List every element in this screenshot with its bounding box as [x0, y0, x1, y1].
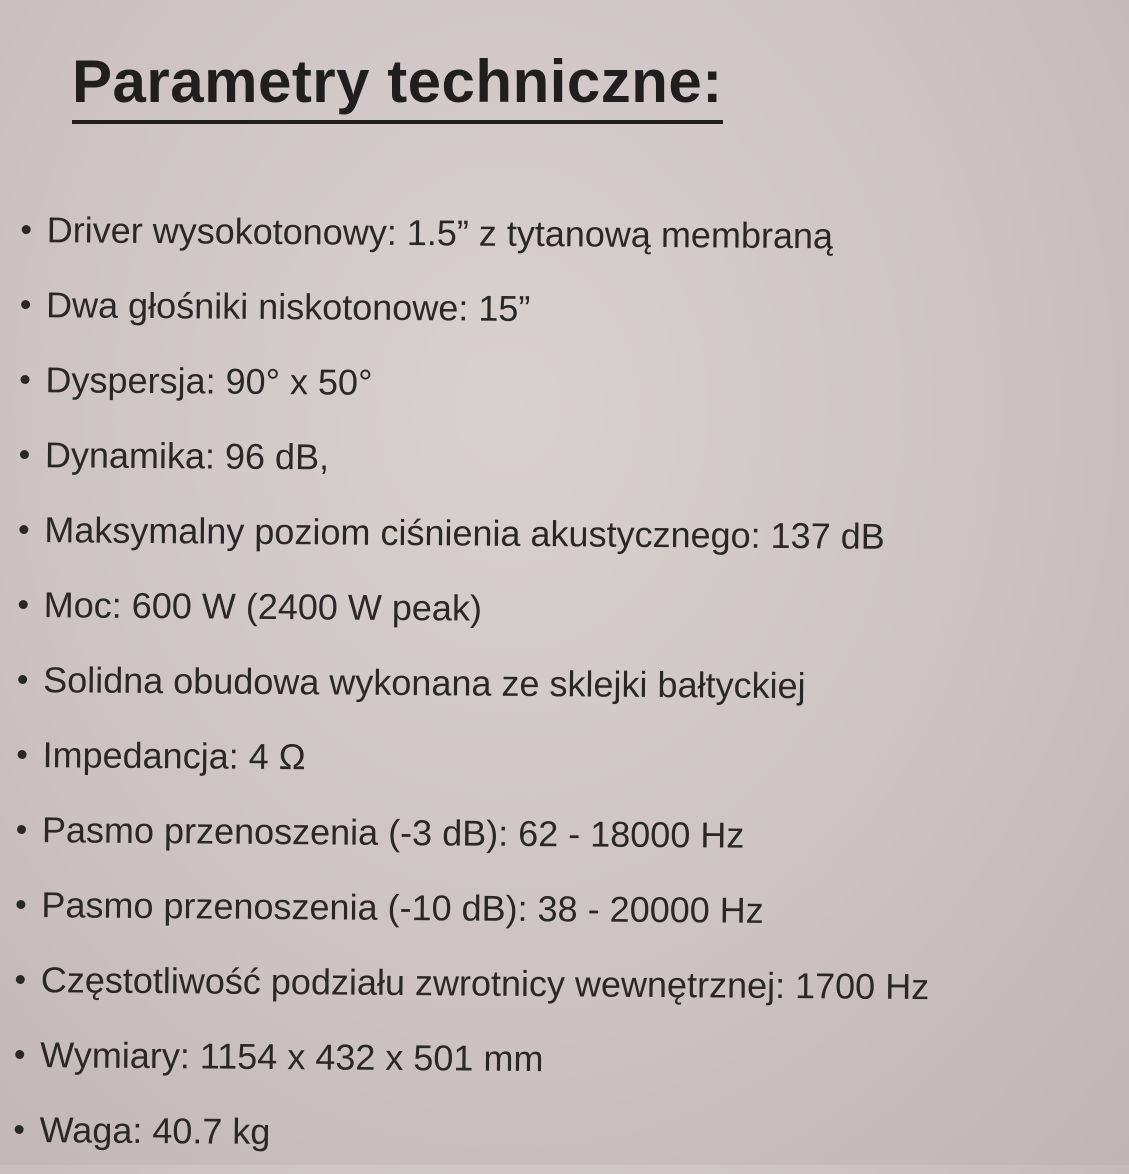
spec-text: Maksymalny poziom ciśnienia akustycznego: 137 dB [44, 509, 885, 557]
spec-item-frequency-response-10db [16, 867, 930, 949]
page-title: Parametry techniczne: [72, 46, 723, 124]
spec-item-max-spl [19, 492, 933, 574]
spec-text: Moc: 600 W (2400 W peak) [43, 584, 483, 629]
bullet-icon [21, 300, 30, 309]
spec-item-crossover [16, 942, 930, 1024]
bullet-icon [22, 225, 31, 234]
spec-text: Driver wysokotonowy: 1.5” z tytanową membraną [46, 209, 834, 257]
bullet-icon [18, 750, 27, 759]
spec-text: Dynamika: 96 dB, [44, 434, 330, 478]
bullet-icon [15, 1125, 24, 1134]
bullet-icon [17, 825, 26, 834]
spec-item-dimensions [15, 1017, 929, 1099]
spec-item-impedance [17, 717, 931, 799]
bullet-icon [15, 1050, 24, 1059]
bullet-icon [20, 375, 29, 384]
spec-item-dispersion [20, 342, 934, 424]
bullet-icon [20, 450, 29, 459]
spec-text: Solidna obudowa wykonana ze sklejki bałtyckiej [43, 659, 806, 707]
spec-text: Dyspersja: 90° x 50° [45, 359, 373, 403]
spec-item-tweeter [21, 192, 935, 274]
bullet-icon [19, 525, 28, 534]
spec-item-power [18, 567, 932, 649]
spec-text: Pasmo przenoszenia (-10 dB): 38 - 20000 Hz [41, 884, 764, 931]
bullet-icon [19, 600, 28, 609]
bullet-icon [18, 675, 27, 684]
spec-text: Pasmo przenoszenia (-3 dB): 62 - 18000 Hz [41, 809, 745, 856]
spec-item-woofers [21, 267, 935, 349]
spec-text: Waga: 40.7 kg [39, 1109, 271, 1152]
spec-list [14, 192, 935, 1174]
spec-item-weight [14, 1092, 928, 1174]
bullet-icon [16, 975, 25, 984]
spec-item-frequency-response-3db [17, 792, 931, 874]
spec-item-sensitivity [20, 417, 934, 499]
spec-text: Impedancja: 4 Ω [42, 734, 306, 778]
spec-text: Dwa głośniki niskotonowe: 15” [45, 284, 531, 329]
spec-text: Wymiary: 1154 x 432 x 501 mm [40, 1034, 544, 1080]
spec-item-enclosure [18, 642, 932, 724]
spec-text: Częstotliwość podziału zwrotnicy wewnętrznej: 1700 Hz [40, 959, 930, 1008]
bullet-icon [16, 900, 25, 909]
